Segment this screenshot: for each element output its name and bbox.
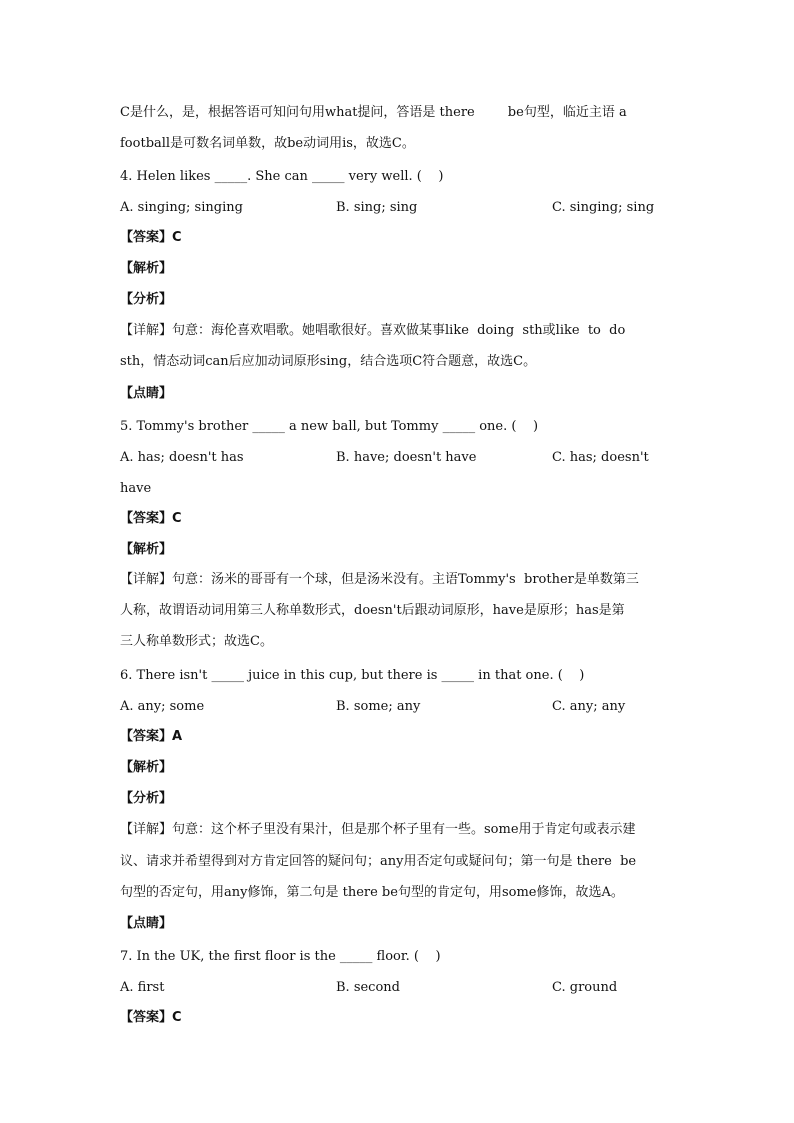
q5-option-c: C. has; doesn't xyxy=(552,450,649,465)
answer-label: 【答案】C xyxy=(120,1010,182,1025)
text-line: have xyxy=(120,481,152,496)
explanation-line: 人称，故谓语动词用第三人称单数形式，doesn't后跟动词原形，have是原形；has是第 xyxy=(120,603,625,618)
q6-option-c: C. any; any xyxy=(552,699,626,714)
analysis-label: 【解析】 xyxy=(120,760,173,775)
analysis-sub-label: 【分析】 xyxy=(120,791,173,806)
q7-option-c: C. ground xyxy=(552,980,618,995)
analysis-label: 【解析】 xyxy=(120,542,173,557)
answer-label: 【答案】A xyxy=(120,729,183,744)
explanation-line: 三人称单数形式；故选C。 xyxy=(120,634,273,649)
q7-option-b: B. second xyxy=(336,980,400,995)
explanation-line: sth，情态动词can后应加动词原形sing，结合选项C符合题意，故选C。 xyxy=(120,354,537,369)
answer-label: 【答案】C xyxy=(120,511,182,526)
question-7: 7. In the UK, the first floor is the _____ floor. ( ) xyxy=(120,949,441,964)
explanation-line: 议、请求并希望得到对方肯定回答的疑问句；any用否定句或疑问句；第一句是 there be xyxy=(120,854,637,869)
q6-option-a: A. any; some xyxy=(120,699,205,714)
text-line: football是可数名词单数，故be动词用is，故选C。 xyxy=(120,136,415,151)
q4-option-b: B. sing; sing xyxy=(336,200,418,215)
explanation-line: 句型的否定句，用any修饰，第二句是 there be句型的肯定句，用some修饰，故选A。 xyxy=(120,885,624,900)
q7-option-a: A. first xyxy=(120,980,165,995)
explanation-line: 【详解】句意：这个杯子里没有果汁，但是那个杯子里有一些。some用于肯定句或表示建 xyxy=(120,822,636,837)
comment-label: 【点睛】 xyxy=(120,916,173,931)
q5-option-a: A. has; doesn't has xyxy=(120,450,244,465)
question-6: 6. There isn't _____ juice in this cup, but there is _____ in that one. ( ) xyxy=(120,668,585,683)
text-line: C是什么，是，根据答语可知问句用what提问，答语是 there be句型，临近主语 a xyxy=(120,105,627,120)
q5-option-b: B. have; doesn't have xyxy=(336,450,477,465)
q6-option-b: B. some; any xyxy=(336,699,421,714)
analysis-label: 【解析】 xyxy=(120,261,173,276)
q4-option-a: A. singing; singing xyxy=(120,200,243,215)
analysis-sub-label: 【分析】 xyxy=(120,292,173,307)
explanation-line: 【详解】句意：海伦喜欢唱歌。她唱歌很好。喜欢做某事like doing sth或like to do xyxy=(120,323,626,338)
answer-label: 【答案】C xyxy=(120,230,182,245)
question-4: 4. Helen likes _____. She can _____ very well. ( ) xyxy=(120,169,444,184)
comment-label: 【点睛】 xyxy=(120,386,173,401)
explanation-line: 【详解】句意：汤米的哥哥有一个球，但是汤米没有。主语Tommy's brother是单数第三 xyxy=(120,572,639,587)
q4-option-c: C. singing; sing xyxy=(552,200,655,215)
question-5: 5. Tommy's brother _____ a new ball, but Tommy _____ one. ( ) xyxy=(120,419,539,434)
